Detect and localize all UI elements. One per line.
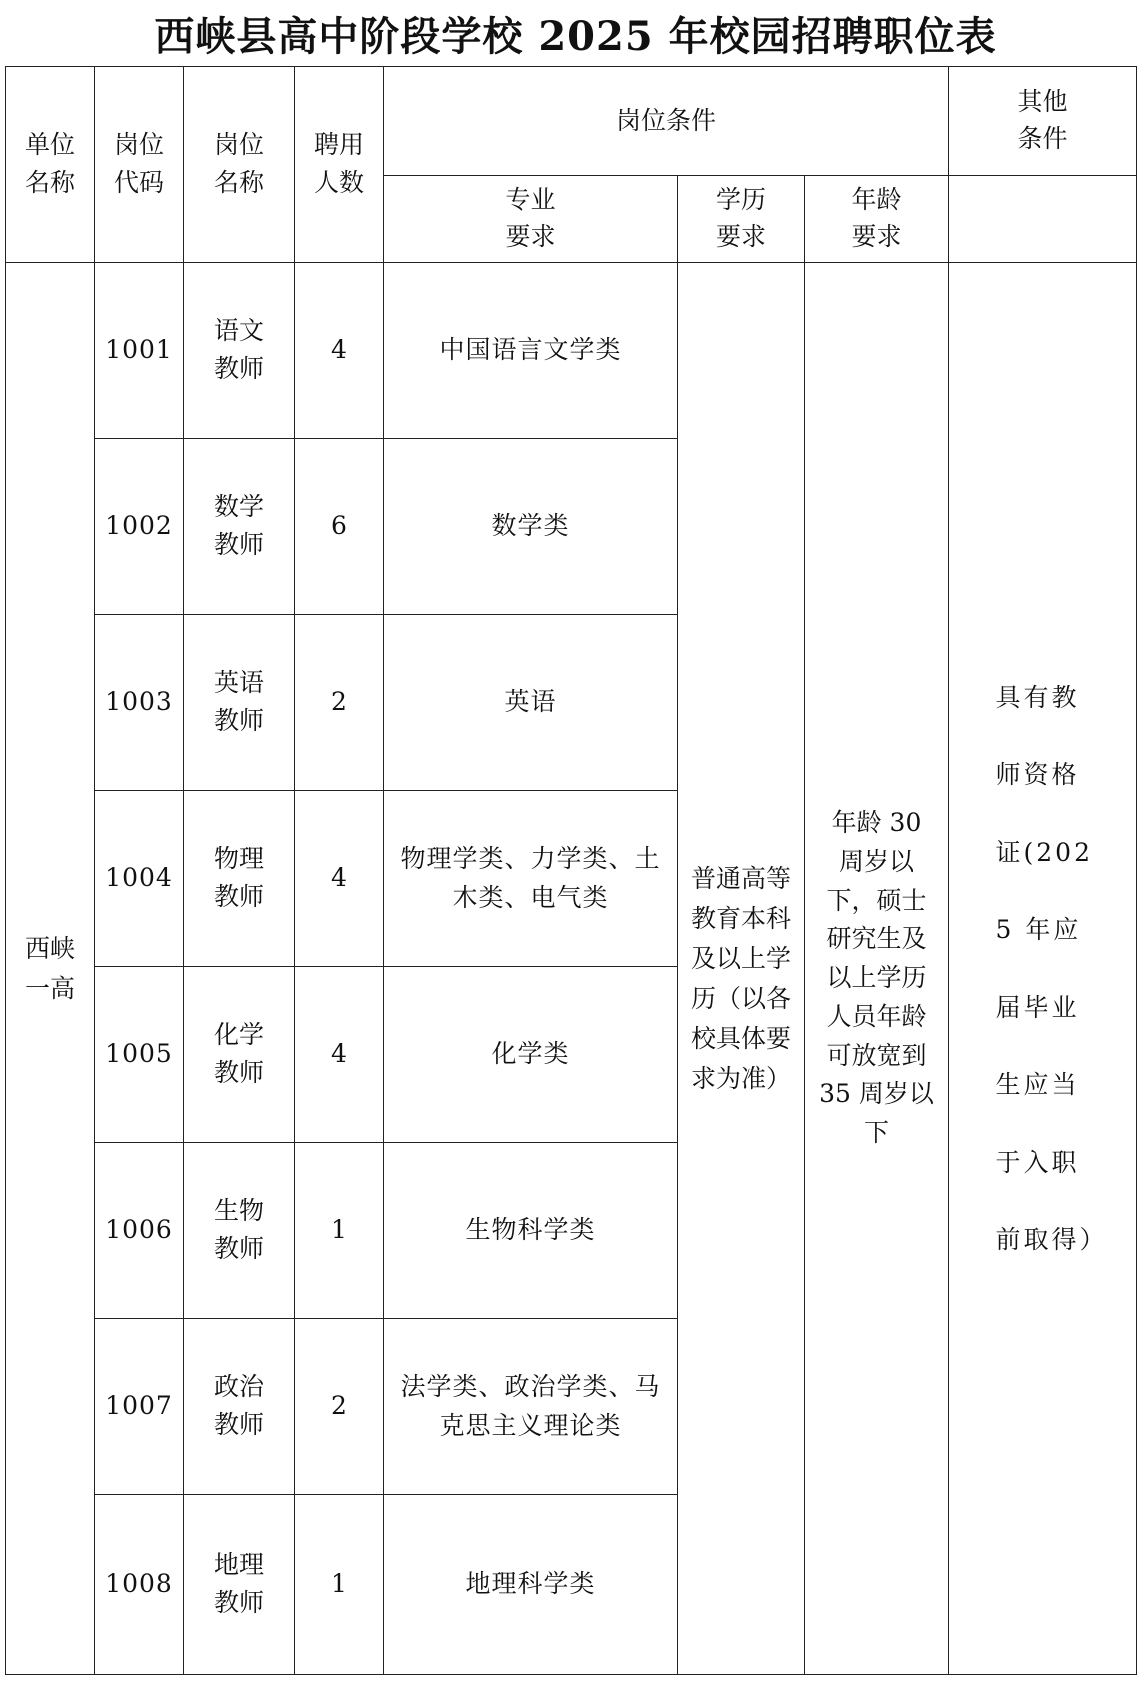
headcount-cell: 6: [295, 439, 384, 615]
table-row: [6, 263, 1137, 439]
headcount-cell: 1: [295, 1495, 384, 1675]
recruitment-table: [5, 66, 1137, 1675]
post-name-cell: 生物教师: [184, 1143, 295, 1319]
post-code-cell: 1004: [95, 791, 184, 967]
post-name-cell: 英语教师: [184, 615, 295, 791]
major-cell: 生物科学类: [384, 1143, 678, 1319]
major-cell: 化学类: [384, 967, 678, 1143]
post-code-cell: 1005: [95, 967, 184, 1143]
post-name-cell: 政治教师: [184, 1319, 295, 1495]
major-cell: 地理科学类: [384, 1495, 678, 1675]
header-major-req: 专业要求: [384, 176, 678, 263]
major-cell: 物理学类、力学类、土木类、电气类: [384, 791, 678, 967]
major-cell: 中国语言文学类: [384, 263, 678, 439]
header-age-req: 年龄要求: [805, 176, 949, 263]
header-other-conditions: 其他条件: [949, 67, 1137, 176]
post-code-cell: 1007: [95, 1319, 184, 1495]
post-name-cell: 物理教师: [184, 791, 295, 967]
post-code-cell: 1006: [95, 1143, 184, 1319]
headcount-cell: 1: [295, 1143, 384, 1319]
headcount-cell: 2: [295, 615, 384, 791]
headcount-cell: 2: [295, 1319, 384, 1495]
major-cell: 英语: [384, 615, 678, 791]
post-name-cell: 语文教师: [184, 263, 295, 439]
post-code-cell: 1001: [95, 263, 184, 439]
age-cell: 年龄 30 周岁以下，硕士研究生及以上学历人员年龄可放宽到 35 周岁以下: [805, 263, 949, 1675]
header-other-blank: [949, 176, 1137, 263]
unit-name-cell: 西峡一高: [6, 263, 95, 1675]
major-cell: 数学类: [384, 439, 678, 615]
headcount-cell: 4: [295, 791, 384, 967]
header-post-conditions: 岗位条件: [384, 67, 949, 176]
header-post-code: 岗位代码: [95, 67, 184, 263]
header-unit-name: 单位名称: [6, 67, 95, 263]
post-name-cell: 化学教师: [184, 967, 295, 1143]
page-title: 西峡县高中阶段学校 2025 年校园招聘职位表: [154, 12, 997, 60]
header-headcount: 聘用人数: [295, 67, 384, 263]
headcount-cell: 4: [295, 263, 384, 439]
education-cell: 普通高等教育本科及以上学历（以各校具体要求为准）: [678, 263, 805, 1675]
headcount-cell: 4: [295, 967, 384, 1143]
post-code-cell: 1003: [95, 615, 184, 791]
post-code-cell: 1002: [95, 439, 184, 615]
post-name-cell: 地理教师: [184, 1495, 295, 1675]
major-cell: 法学类、政治学类、马克思主义理论类: [384, 1319, 678, 1495]
header-post-name: 岗位名称: [184, 67, 295, 263]
header-edu-req: 学历要求: [678, 176, 805, 263]
post-code-cell: 1008: [95, 1495, 184, 1675]
other-conditions-cell: 具有教师资格证(2025 年应届毕业生应当于入职前取得）: [949, 263, 1137, 1675]
post-name-cell: 数学教师: [184, 439, 295, 615]
